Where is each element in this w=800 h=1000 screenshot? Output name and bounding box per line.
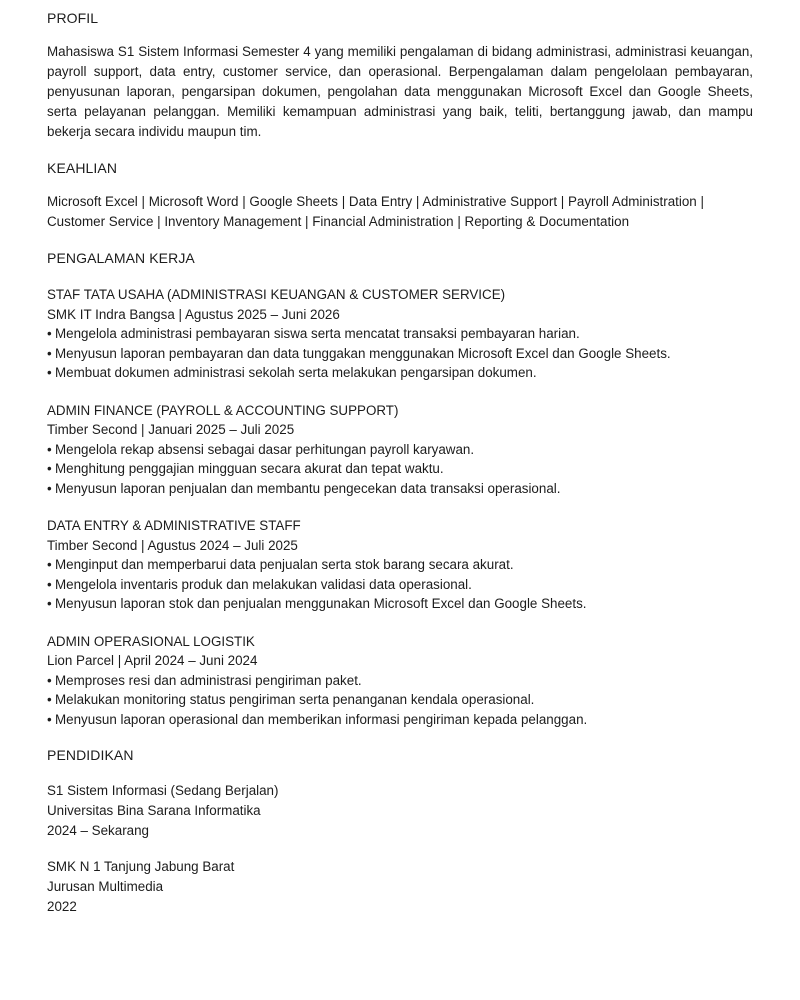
job-bullets: [47, 671, 753, 730]
job-entry: [47, 632, 753, 730]
education-degree: SMK N 1 Tanjung Jabung Barat: [47, 859, 235, 874]
job-title: STAF TATA USAHA (ADMINISTRASI KEUANGAN & CUSTOMER SERVICE): [47, 287, 506, 302]
job-bullet: • Menyusun laporan penjualan dan membantu pengecekan data transaksi operasional.: [47, 479, 753, 499]
job-entry: [47, 401, 753, 499]
profile-heading: PROFIL: [47, 10, 99, 26]
experience-heading: PENGALAMAN KERJA: [47, 250, 195, 266]
education-entry: [47, 857, 753, 917]
job-bullet: • Memproses resi dan administrasi pengiriman paket.: [47, 671, 753, 691]
job-meta: SMK IT Indra Bangsa | Agustus 2025 – Juni 2026: [47, 306, 340, 322]
education-school: Jurusan Multimedia: [47, 879, 164, 894]
job-meta: Timber Second | Agustus 2024 – Juli 2025: [47, 537, 298, 553]
job-entry: [47, 285, 753, 383]
profile-section: [47, 8, 753, 142]
skills-section: [47, 158, 753, 232]
education-degree: S1 Sistem Informasi (Sedang Berjalan): [47, 783, 279, 798]
job-bullet: • Menghitung penggajian mingguan secara akurat dan tepat waktu.: [47, 459, 753, 479]
job-bullet: • Menyusun laporan pembayaran dan data tunggakan menggunakan Microsoft Excel dan Google Sheets.: [47, 344, 753, 364]
job-bullet: • Menyusun laporan operasional dan memberikan informasi pengiriman kepada pelanggan.: [47, 710, 753, 730]
job-bullet: • Melakukan monitoring status pengiriman serta penanganan kendala operasional.: [47, 690, 753, 710]
job-meta: Lion Parcel | April 2024 – Juni 2024: [47, 653, 258, 668]
education-entry: [47, 781, 753, 841]
job-title: ADMIN FINANCE (PAYROLL & ACCOUNTING SUPPORT): [47, 402, 399, 418]
education-period: 2024 – Sekarang: [47, 823, 149, 838]
job-bullet: • Mengelola inventaris produk dan melakukan validasi data operasional.: [47, 575, 753, 595]
job-entry: [47, 516, 753, 614]
education-school: Universitas Bina Sarana Informatika: [47, 803, 261, 818]
skills-text: Microsoft Excel | Microsoft Word | Google Sheets | Data Entry | Administrative Support | Payroll Administration | Customer Service | Inventory Management | Financial Administration | Reporting & Documentation: [47, 194, 704, 229]
education-heading: PENDIDIKAN: [47, 747, 134, 763]
job-bullets: [47, 440, 753, 499]
job-bullet: • Mengelola administrasi pembayaran siswa serta mencatat transaksi pembayaran harian.: [47, 324, 753, 344]
profile-text: Mahasiswa S1 Sistem Informasi Semester 4 yang memiliki pengalaman di bidang administrasi, administrasi keuangan, payroll support, data entry, customer service, dan operasional. Berpengalaman dalam pengelolaan pembayaran, penyusunan laporan, pengarsipan dokumen, pengolahan data menggunakan Microsoft Excel dan Google Sheets, serta pelayanan pelanggan. Memiliki kemampuan administrasi yang baik, teliti, bertanggung jawab, dan mampu bekerja secara individu maupun tim.: [47, 44, 753, 139]
job-bullet: • Mengelola rekap absensi sebagai dasar perhitungan payroll karyawan.: [47, 440, 753, 460]
job-bullet: • Menyusun laporan stok dan penjualan menggunakan Microsoft Excel dan Google Sheets.: [47, 594, 753, 614]
resume-page: [47, 8, 753, 917]
job-title: ADMIN OPERASIONAL LOGISTIK: [47, 633, 255, 649]
skills-heading: KEAHLIAN: [47, 160, 118, 176]
job-title: DATA ENTRY & ADMINISTRATIVE STAFF: [47, 518, 301, 533]
experience-section: [47, 248, 753, 729]
job-meta: Timber Second | Januari 2025 – Juli 2025: [47, 422, 295, 437]
job-bullet: • Menginput dan memperbarui data penjualan serta stok barang secara akurat.: [47, 555, 753, 575]
job-bullets: [47, 555, 753, 614]
education-period: 2022: [47, 899, 77, 914]
job-bullets: [47, 324, 753, 383]
job-bullet: • Membuat dokumen administrasi sekolah serta melakukan pengarsipan dokumen.: [47, 363, 753, 383]
education-section: [47, 745, 753, 917]
